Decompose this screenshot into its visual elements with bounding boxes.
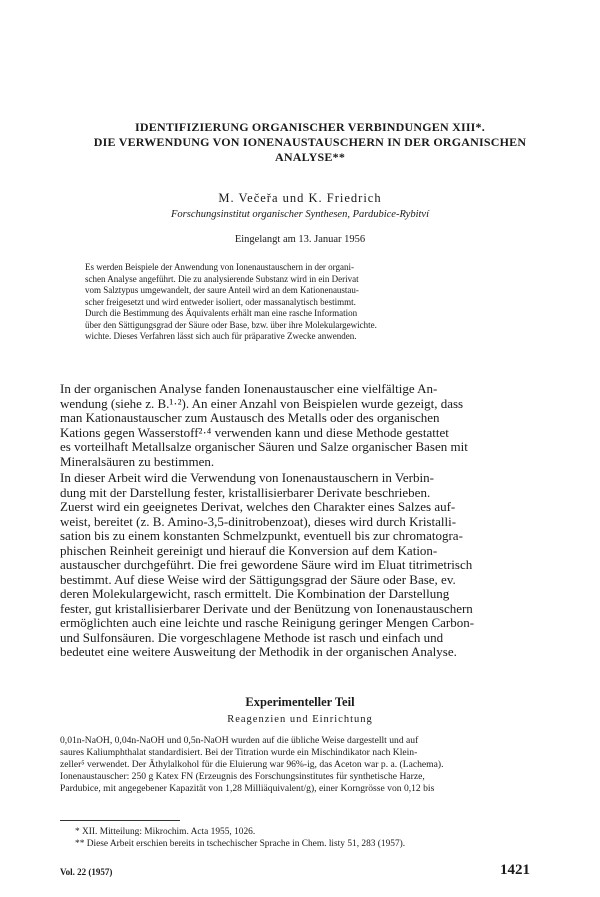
page-number: 1421 xyxy=(500,862,530,878)
subsection-heading: Reagenzien und Einrichtung xyxy=(227,714,373,725)
body-line: man Kationaustauscher zum Austausch des Metalls oder des organischen xyxy=(60,410,440,425)
body-line: fester, gut kristallisierbarer Derivate und der Benützung von Ionenaustauschern xyxy=(60,600,473,616)
section-heading: Experimenteller Teil xyxy=(245,695,355,709)
body-line: bestimmt. Auf diese Weise wird der Sättigungsgrad der Säure oder Base, ev. xyxy=(60,571,456,587)
received-date: Eingelangt am 13. Januar 1956 xyxy=(234,234,366,245)
body-line: In der organischen Analyse fanden Ionenaustauscher eine vielfältige An- xyxy=(60,381,438,396)
abstract-line: schen Analyse angeführt. Die zu analysierende Substanz wird in ein Derivat xyxy=(85,273,359,284)
body-line: es vorteilhaft Metallsalze organischer Säuren und Salze organischer Basen mit xyxy=(60,439,468,454)
body-line: Kations gegen Wasserstoff²·⁴ verwenden kann und diese Methode gestattet xyxy=(60,424,449,440)
article-title-line-2: DIE VERWENDUNG VON IONENAUSTAUSCHERN IN DER ORGANISCHEN xyxy=(93,135,527,149)
body-paragraph-1 xyxy=(60,382,555,469)
body-line: wendung (siehe z. B.¹·²). An einer Anzahl von Beispielen wurde gezeigt, dass xyxy=(60,395,464,411)
article-title-line-1: IDENTIFIZIERUNG ORGANISCHER VERBINDUNGEN XIII*. xyxy=(135,120,485,134)
body-line: In dieser Arbeit wird die Verwendung von Ionenaustauschern in Verbin- xyxy=(60,470,434,485)
body-line: und Sulfonsäuren. Die vorgeschlagene Methode ist rasch und einfach und xyxy=(60,629,444,645)
footnote: * XII. Mitteilung: Mikrochim. Acta 1955, 1026. xyxy=(75,827,256,837)
article-title-line-3: ANALYSE** xyxy=(274,150,346,164)
experimental-line: 0,01n-NaOH, 0,04n-NaOH und 0,5n-NaOH wurden auf die übliche Weise dargestellt und auf xyxy=(60,735,419,746)
experimental-line: saures Kaliumphthalat standardisiert. Bei der Titration wurde ein Mischindikator nach Klein- xyxy=(60,747,418,758)
body-line: dung mit der Darstellung fester, kristallisierbarer Derivate beschrieben. xyxy=(60,484,431,500)
body-line: ermöglichten auch eine leichte und rasche Reinigung geringer Mengen Carbon- xyxy=(60,615,475,630)
body-line: Zuerst wird ein geeignetes Derivat, welches den Charakter eines Salzes auf- xyxy=(60,499,456,514)
abstract-line: vom Salztypus umgewandelt, der saure Anteil wird an dem Kationenaustau- xyxy=(85,285,359,295)
authors: M. Večeřa und K. Friedrich xyxy=(218,191,382,205)
footnote-divider xyxy=(60,820,180,821)
footnote: ** Diese Arbeit erschien bereits in tschechischer Sprache in Chem. listy 51, 283 (1957). xyxy=(75,839,406,849)
body-line: deren Molekulargewicht, rasch ermittelt. Die Kombination der Darstellung xyxy=(60,586,450,601)
abstract-line: über den Sättigungsgrad der Säure oder Base, bzw. über ihre Molekulargewichte. xyxy=(85,319,377,330)
footnotes xyxy=(75,826,555,850)
abstract-line: wichte. Dieses Verfahren lässt sich auch für präparative Zwecke anwenden. xyxy=(85,331,357,341)
body-line: Mineralsäuren zu bestimmen. xyxy=(60,453,215,469)
volume-info: Vol. 22 (1957) xyxy=(60,867,113,877)
experimental-line: Pardubice, mit angegebener Kapazität von 1,28 Milliäquivalent/g), einer Korngrösse von 0,12 bis xyxy=(60,783,435,794)
experimental-text xyxy=(60,735,555,795)
body-line: phischen Reinheit gereinigt und hierauf die Konversion auf dem Kation- xyxy=(60,542,438,558)
experimental-line: zeller⁵ verwendet. Der Äthylalkohol für die Eluierung war 96%-ig, das Aceton war p. a. (Lachema). xyxy=(60,759,444,770)
body-line: bedeutet eine weitere Ausweitung der Methodik in der organischen Analyse. xyxy=(60,644,457,659)
abstract-line: scher freigesetzt und wird entweder isoliert, oder massanalytisch bestimmt. xyxy=(85,296,356,307)
body-paragraph-2 xyxy=(60,471,555,660)
abstract-line: Durch die Bestimmung des Äquivalents erhält man eine rasche Information xyxy=(85,308,358,318)
body-line: weist, bereitet (z. B. Amino-3,5-dinitrobenzoat), dieses wird durch Kristalli- xyxy=(60,513,457,529)
experimental-line: Ionenaustauscher: 250 g Katex FN (Erzeugnis des Forschungsinstitutes für synthetische Harze, xyxy=(60,771,425,782)
affiliation: Forschungsinstitut organischer Synthesen, Pardubice-Rybitví xyxy=(171,209,429,220)
abstract-line: Es werden Beispiele der Anwendung von Ionenaustauschern in der organi- xyxy=(85,262,355,272)
abstract xyxy=(85,262,525,343)
body-line: austauscher durchgeführt. Die frei gewordene Säure wird im Eluat titrimetrisch xyxy=(60,557,473,572)
body-line: sation bis zu einem konstanten Schmelzpunkt, eventuell bis zur chromatogra- xyxy=(60,528,463,543)
